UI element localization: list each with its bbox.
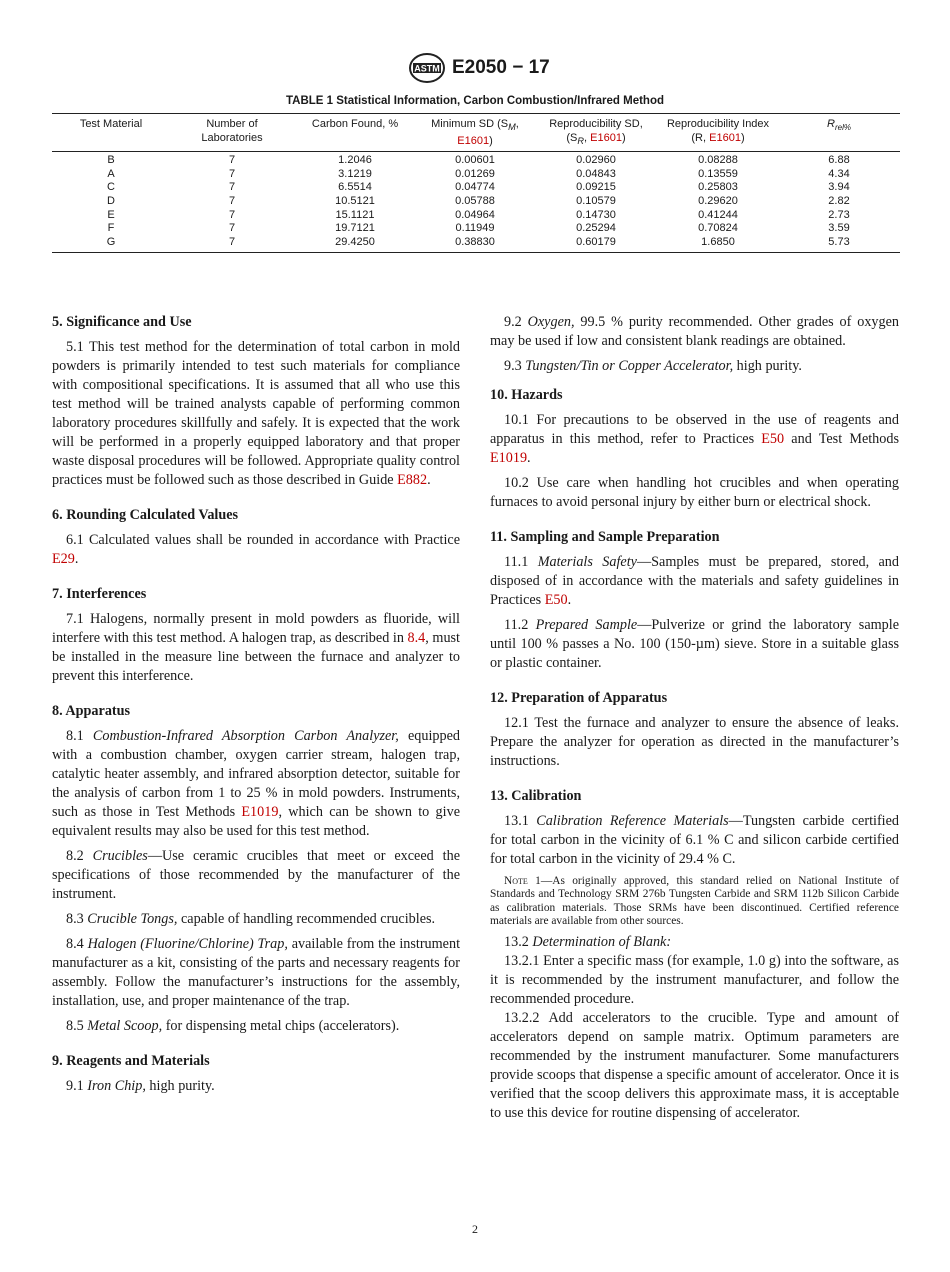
link-e1601[interactable]: E1601 xyxy=(709,131,741,144)
paragraph: 9.3 Tungsten/Tin or Copper Accelerator, high purity. xyxy=(504,358,802,374)
right-column xyxy=(490,313,899,1123)
paragraph: 11.2 Prepared Sample—Pulverize or grind the laboratory sample until 100 % passes a No. 100 (150-µm) sieve. Store in a suitable glass or plastic container. xyxy=(490,617,899,671)
section-heading: 10. Hazards xyxy=(490,387,563,403)
table-header-row xyxy=(52,114,900,152)
paragraph: 12.1 Test the furnace and analyzer to ensure the absence of leaks. Prepare the analyzer for operation as directed in the manufacturer’s instructions. xyxy=(490,715,899,769)
link-e882[interactable]: E882 xyxy=(397,472,428,488)
paragraph: 13.1 Calibration Reference Materials—Tungsten carbide certified for total carbon in the vicinity of 6.1 % C and silicon carbide certified for total carbon in the vicinity of 29.4 % C. xyxy=(490,813,900,867)
paragraph: 8.3 Crucible Tongs, capable of handling recommended crucibles. xyxy=(66,911,436,927)
link-8-4[interactable]: 8.4 xyxy=(407,630,426,646)
header-number-of-laboratories: Number of Laboratories xyxy=(170,114,294,152)
paragraph: 6.1 Calculated values shall be rounded in accordance with Practice E29. xyxy=(52,532,460,567)
section-heading: 11. Sampling and Sample Preparation xyxy=(490,529,720,545)
section-heading: 13. Calibration xyxy=(490,788,582,804)
astm-logo-text: ASTM xyxy=(414,63,440,74)
paragraph: 9.2 Oxygen, 99.5 % purity recommended. Other grades of oxygen may be used if low and consistent blank readings are obtained. xyxy=(490,314,900,349)
statistics-table xyxy=(52,113,900,253)
table-title: TABLE 1 Statistical Information, Carbon Combustion/Infrared Method xyxy=(285,95,665,107)
link-e1601[interactable]: E1601 xyxy=(457,134,490,147)
paragraph: 5.1 This test method for the determination of total carbon in mold powders is primarily intended to test such materials for compliance with compositional specifications. It is assumed that all who use this test method will be trained analysts capable of performing common laboratory procedures skillfully and safely. It is expected that the work will be performed in a properly equipped laboratory and that proper waste disposal procedures will be followed. Appropriate quality control practices must be followed such as those described in Guide E882. xyxy=(52,339,460,488)
paragraph: 13.2 Determination of Blank: xyxy=(504,934,672,951)
paragraph: 10.1 For precautions to be observed in the use of reagents and apparatus in this method, refer to Practices E50 and Test Methods E1019. xyxy=(490,412,899,466)
header-carbon-found: Carbon Found, % xyxy=(294,114,416,152)
section-heading: 9. Reagents and Materials xyxy=(52,1053,210,1069)
table-row: F 7 19.7121 0.11949 0.25294 0.70824 3.59 xyxy=(107,222,850,235)
paragraph: 10.2 Use care when handling hot crucibles and when operating furnaces to avoid personal injury by either burn or electrical shock. xyxy=(490,475,899,510)
paragraph: 8.2 Crucibles—Use ceramic crucibles that meet or exceed the specifications of those recommended by the manufacturer of the instrument. xyxy=(52,848,460,902)
astm-logo-icon xyxy=(408,52,446,84)
table-row: E 7 15.1121 0.04964 0.14730 0.41244 2.73 xyxy=(107,208,850,221)
table-row: C 7 6.5514 0.04774 0.09215 0.25803 3.94 xyxy=(107,181,850,194)
paragraph: 8.4 Halogen (Fluorine/Chlorine) Trap, available from the instrument manufacturer as a kit, consisting of the parts and necessary reagents for assembly. Follow the manufacturer’s instructions for the assembly, installation, use, and proper maintenance of the trap. xyxy=(52,936,461,1009)
header-reproducibility-sd: Reproducibility SD, ($S_R$, E1601) xyxy=(534,114,658,152)
section-heading: 8. Apparatus xyxy=(52,703,131,719)
header-rrel: $R_{rel\%}$ xyxy=(778,114,900,152)
link-e1019[interactable]: E1019 xyxy=(241,804,279,820)
table-row: D 7 10.5121 0.05788 0.10579 0.29620 2.82 xyxy=(107,194,850,207)
paragraph: 13.2.1 Enter a specific mass (for example, 1.0 g) into the software, as it is recommended by the instrument manufacturer, and follow the recommended procedure. xyxy=(490,953,899,1008)
table-row: G 7 29.4250 0.38830 0.60179 1.6850 5.73 xyxy=(52,236,900,253)
section-heading: 7. Interferences xyxy=(52,586,147,602)
page-header xyxy=(0,50,950,86)
header-test-material: Test Material xyxy=(52,114,170,152)
section-heading: 5. Significance and Use xyxy=(52,314,192,330)
section-heading: 12. Preparation of Apparatus xyxy=(490,690,668,706)
link-e29[interactable]: E29 xyxy=(52,551,75,567)
paragraph: 13.2.2 Add accelerators to the crucible. Type and amount of accelerators depend on sample matrix. Optimum parameters are recommended by the instrument manufacturer. Some manufacturers provide scoops that dispense a specific amount of accelerator. Once it is verified that the scoop delivers this approximate mass, it is acceptable to use this device for routine dispensing of accelerator. xyxy=(490,1010,899,1122)
left-column xyxy=(52,313,460,1102)
paragraph: 8.1 Combustion-Infrared Absorption Carbon Analyzer, equipped with a combustion chamber, oxygen carrier stream, halogen trap, catalytic heater assembly, and infrared absorption detector, suitable for the analysis of carbon from 1 to 25 % in mold powders. Instruments, such as those in Test Methods E1019, which can be shown to give equivalent results may also be used for this test method. xyxy=(52,728,460,839)
section-heading: 6. Rounding Calculated Values xyxy=(52,507,239,523)
table-row: A 7 3.1219 0.01269 0.04843 0.13559 4.34 xyxy=(107,167,850,180)
link-e50[interactable]: E50 xyxy=(544,592,568,608)
link-e1601[interactable]: E1601 xyxy=(590,131,622,144)
link-e1019[interactable]: E1019 xyxy=(490,450,528,466)
paragraph: 11.1 Materials Safety—Samples must be prepared, stored, and disposed of in accordance with the materials and safety guidelines in Practices E50. xyxy=(490,554,899,608)
link-e50[interactable]: E50 xyxy=(761,431,785,447)
paragraph: 7.1 Halogens, normally present in mold powders as fluoride, will interfere with this test method. A halogen trap, as described in 8.4, must be installed in the measure line between the furnace and analyzer to prevent this interference. xyxy=(52,611,460,684)
table-row: B 7 1.2046 0.00601 0.02960 0.08288 6.88 xyxy=(107,154,850,167)
header-minimum-sd: Minimum SD ($S_M$, E1601) xyxy=(416,114,534,152)
header-reproducibility-index: Reproducibility Index (R, E1601) xyxy=(658,114,778,152)
paragraph: 9.1 Iron Chip, high purity. xyxy=(66,1078,215,1094)
document-id: E2050 − 17 xyxy=(452,57,550,78)
paragraph: 8.5 Metal Scoop, for dispensing metal chips (accelerators). xyxy=(66,1018,400,1034)
note: Note 1—As originally approved, this standard relied on National Institute of Standards and Technology SRM 276b Tungsten Carbide and SRM 112b Silicon Carbide as calibration materials. Those SRMs have been discontinued. Certified reference materials are available from other sources. xyxy=(490,875,899,927)
page-number: 2 xyxy=(472,1222,478,1236)
